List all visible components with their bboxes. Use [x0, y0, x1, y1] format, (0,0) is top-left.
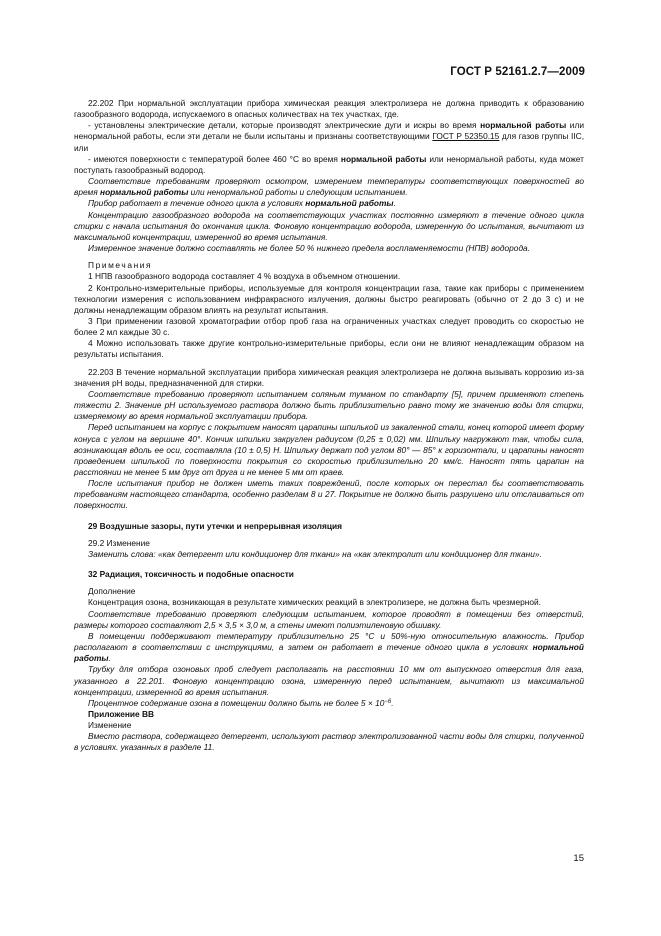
page-number: 15 — [573, 853, 584, 864]
notes-title: Примечания — [88, 260, 153, 271]
annex-bb-subtitle: Изменение — [88, 720, 132, 731]
compliance-text-2: Прибор работает в течение одного цикла в условиях нормальной работы. — [88, 198, 396, 209]
standard-reference-link[interactable]: ГОСТ Р 52350.15 — [432, 131, 500, 142]
section-32-subtitle: Дополнение — [88, 586, 136, 597]
section-29-text: Заменить слова: «как детергент или кондиционер для ткани» на «как электролит или кондиционер для ткани». — [88, 548, 542, 559]
salt-mist-test-text: Соответствие требованию проверяют испытанием соляным туманом по стандарту [5], причем применяют степень тяжести 2. Значение pH используемого раствора должно быть приблизительно равно тому же значению воды для стирки, измеряемому во время нормальной эксплуатации прибора. — [74, 388, 584, 422]
annex-bb-title: Приложение ВВ — [88, 708, 155, 719]
section-32-text-5: Процентное содержание озона в помещении должно быть не более $5 \times 10^{-6}$. — [88, 697, 394, 708]
note-1: 1 НПВ газообразного водорода составляет 4 % воздуха в объемном отношении. — [88, 271, 401, 282]
clause-22-203: 22.203 В течение нормальной эксплуатации прибора химическая реакция электролизера не должна вызывать коррозию из-за значения pH воды, предназначенной для стирки. — [74, 366, 584, 388]
note-3: 3 При применении газовой хроматографии отбор проб газа на ограниченных участках следует проводить со скоростью не более 2 мл каждые 30 с. — [74, 315, 584, 338]
page-content — [74, 98, 584, 754]
section-29-title: 29 Воздушные зазоры, пути утечки и непрерывная изоляция — [88, 520, 342, 531]
section-32-title: 32 Радиация, токсичность и подобные опасности — [88, 569, 294, 580]
section-32-text-3: В помещении поддерживают температуру приблизительно 25 °С и 50%-ную относительную влажность. Прибор располагают в соответствии с инструкциями, а затем он работает в течение одного цикла в условиях нормальной работы. — [74, 630, 584, 664]
note-2: 2 Контрольно-измерительные приборы, используемые для контроля концентрации газа, такие как приборы с применением технологии измерения с использованием инфракрасного излучения, должны быстро реагировать (обычно от 2 до 3 с) и не должны ненадлежащим образом влиять на результат испытания. — [74, 282, 584, 315]
document-code: ГОСТ Р 52161.2.7—2009 — [450, 66, 585, 78]
scratch-test-text: Перед испытанием на корпус с покрытием наносят царапины шпилькой из закаленной стали, конец которой имеет форму конуса с углом на вершине 40°. Кончик шпильки закруглен радиусом (0,25 ± 0,02) мм. Шпильку нагружают так, чтобы сила, возникающая вдоль ее оси, составляла (10 ± 0,5) Н. Шпильку держат под углом 80° — 85° к горизонтали, и царапины наносят проведением шпилькой по поверхности покрытия со скоростью приблизительно 20 мм/с. Наносят пять царапин на расстоянии не менее 5 мм друг от друга и не менее 5 мм от краев. — [74, 422, 584, 477]
section-32-text-1: Концентрация озона, возникающая в результате химических реакций в электролизере, не должна быть чрезмерной. — [88, 597, 541, 608]
post-test-text: После испытания прибор не должен иметь таких повреждений, после которых он перестал бы соответствовать требованиям настоящего стандарта, особенно разделам 8 и 27. Покрытие не должно быть разрушено или отслаиваться от поверхности. — [74, 478, 584, 511]
bullet-hot-surfaces: - имеются поверхности с температурой более 460 °С во время нормальной работы или ненормальной работы, куда может поступать газообразный водород. — [74, 153, 584, 175]
section-32-text-4: Трубку для отбора озоновых проб следует располагать на расстоянии 10 мм от выпускного отверстия для газа, указанного в 22.201. Фоновую концентрацию озона, измеренную перед испытанием, вычитают из максимальной концентрации, измеренной во время испытания. — [74, 664, 584, 697]
compliance-text-4: Измеренное значение должно составлять не более 50 % нижнего предела воспламеняемости (НПВ) водорода. — [88, 243, 531, 254]
compliance-text-1: Соответствие требованиям проверяют осмотром, измерением температуры соответствующих поверхностей во время нормальной работы или ненормальной работы и следующим испытанием. — [74, 176, 584, 198]
clause-22-202: 22.202 При нормальной эксплуатации прибора химическая реакция электролизера не должна приводить к образованию газообразного водорода, испускаемого в опасных количествах на тех участках, где. — [74, 98, 584, 120]
annex-bb-text: Вместо раствора, содержащего детергент, используют раствор электролизованной части воды для стирки, полученной в условиях. указанных в разделе 11. — [74, 731, 584, 753]
note-4: 4 Можно использовать также другие контрольно-измерительные приборы, если они не влияют ненадлежащим образом на результаты испытания. — [74, 338, 584, 360]
section-29-subtitle: 29.2 Изменение — [88, 537, 150, 548]
bullet-electrical-parts: - установлены электрические детали, которые производят электрические дуги и искры во время нормальной работы или ненормальной работы, если эти детали не были испытаны и признаны соответствующими ГОСТ Р 52350.15 для газов группы IIC, или — [74, 120, 585, 153]
compliance-text-3: Концентрацию газообразного водорода на соответствующих участках постоянно измеряют в течение одного цикла стирки с начала испытания до окончания цикла. Фоновую концентрацию водорода, измеренную до испытания, вычитают из максимальной концентрации, измеренной во время испытания. — [74, 209, 584, 242]
section-32-text-2: Соответствие требованию проверяют следующим испытанием, которое проводят в помещении без отверстий, размеры которого составляют 2,5 × 3,5 × 3,0 м, а стены имеют полиэтиленовую обшивку. — [74, 608, 584, 630]
